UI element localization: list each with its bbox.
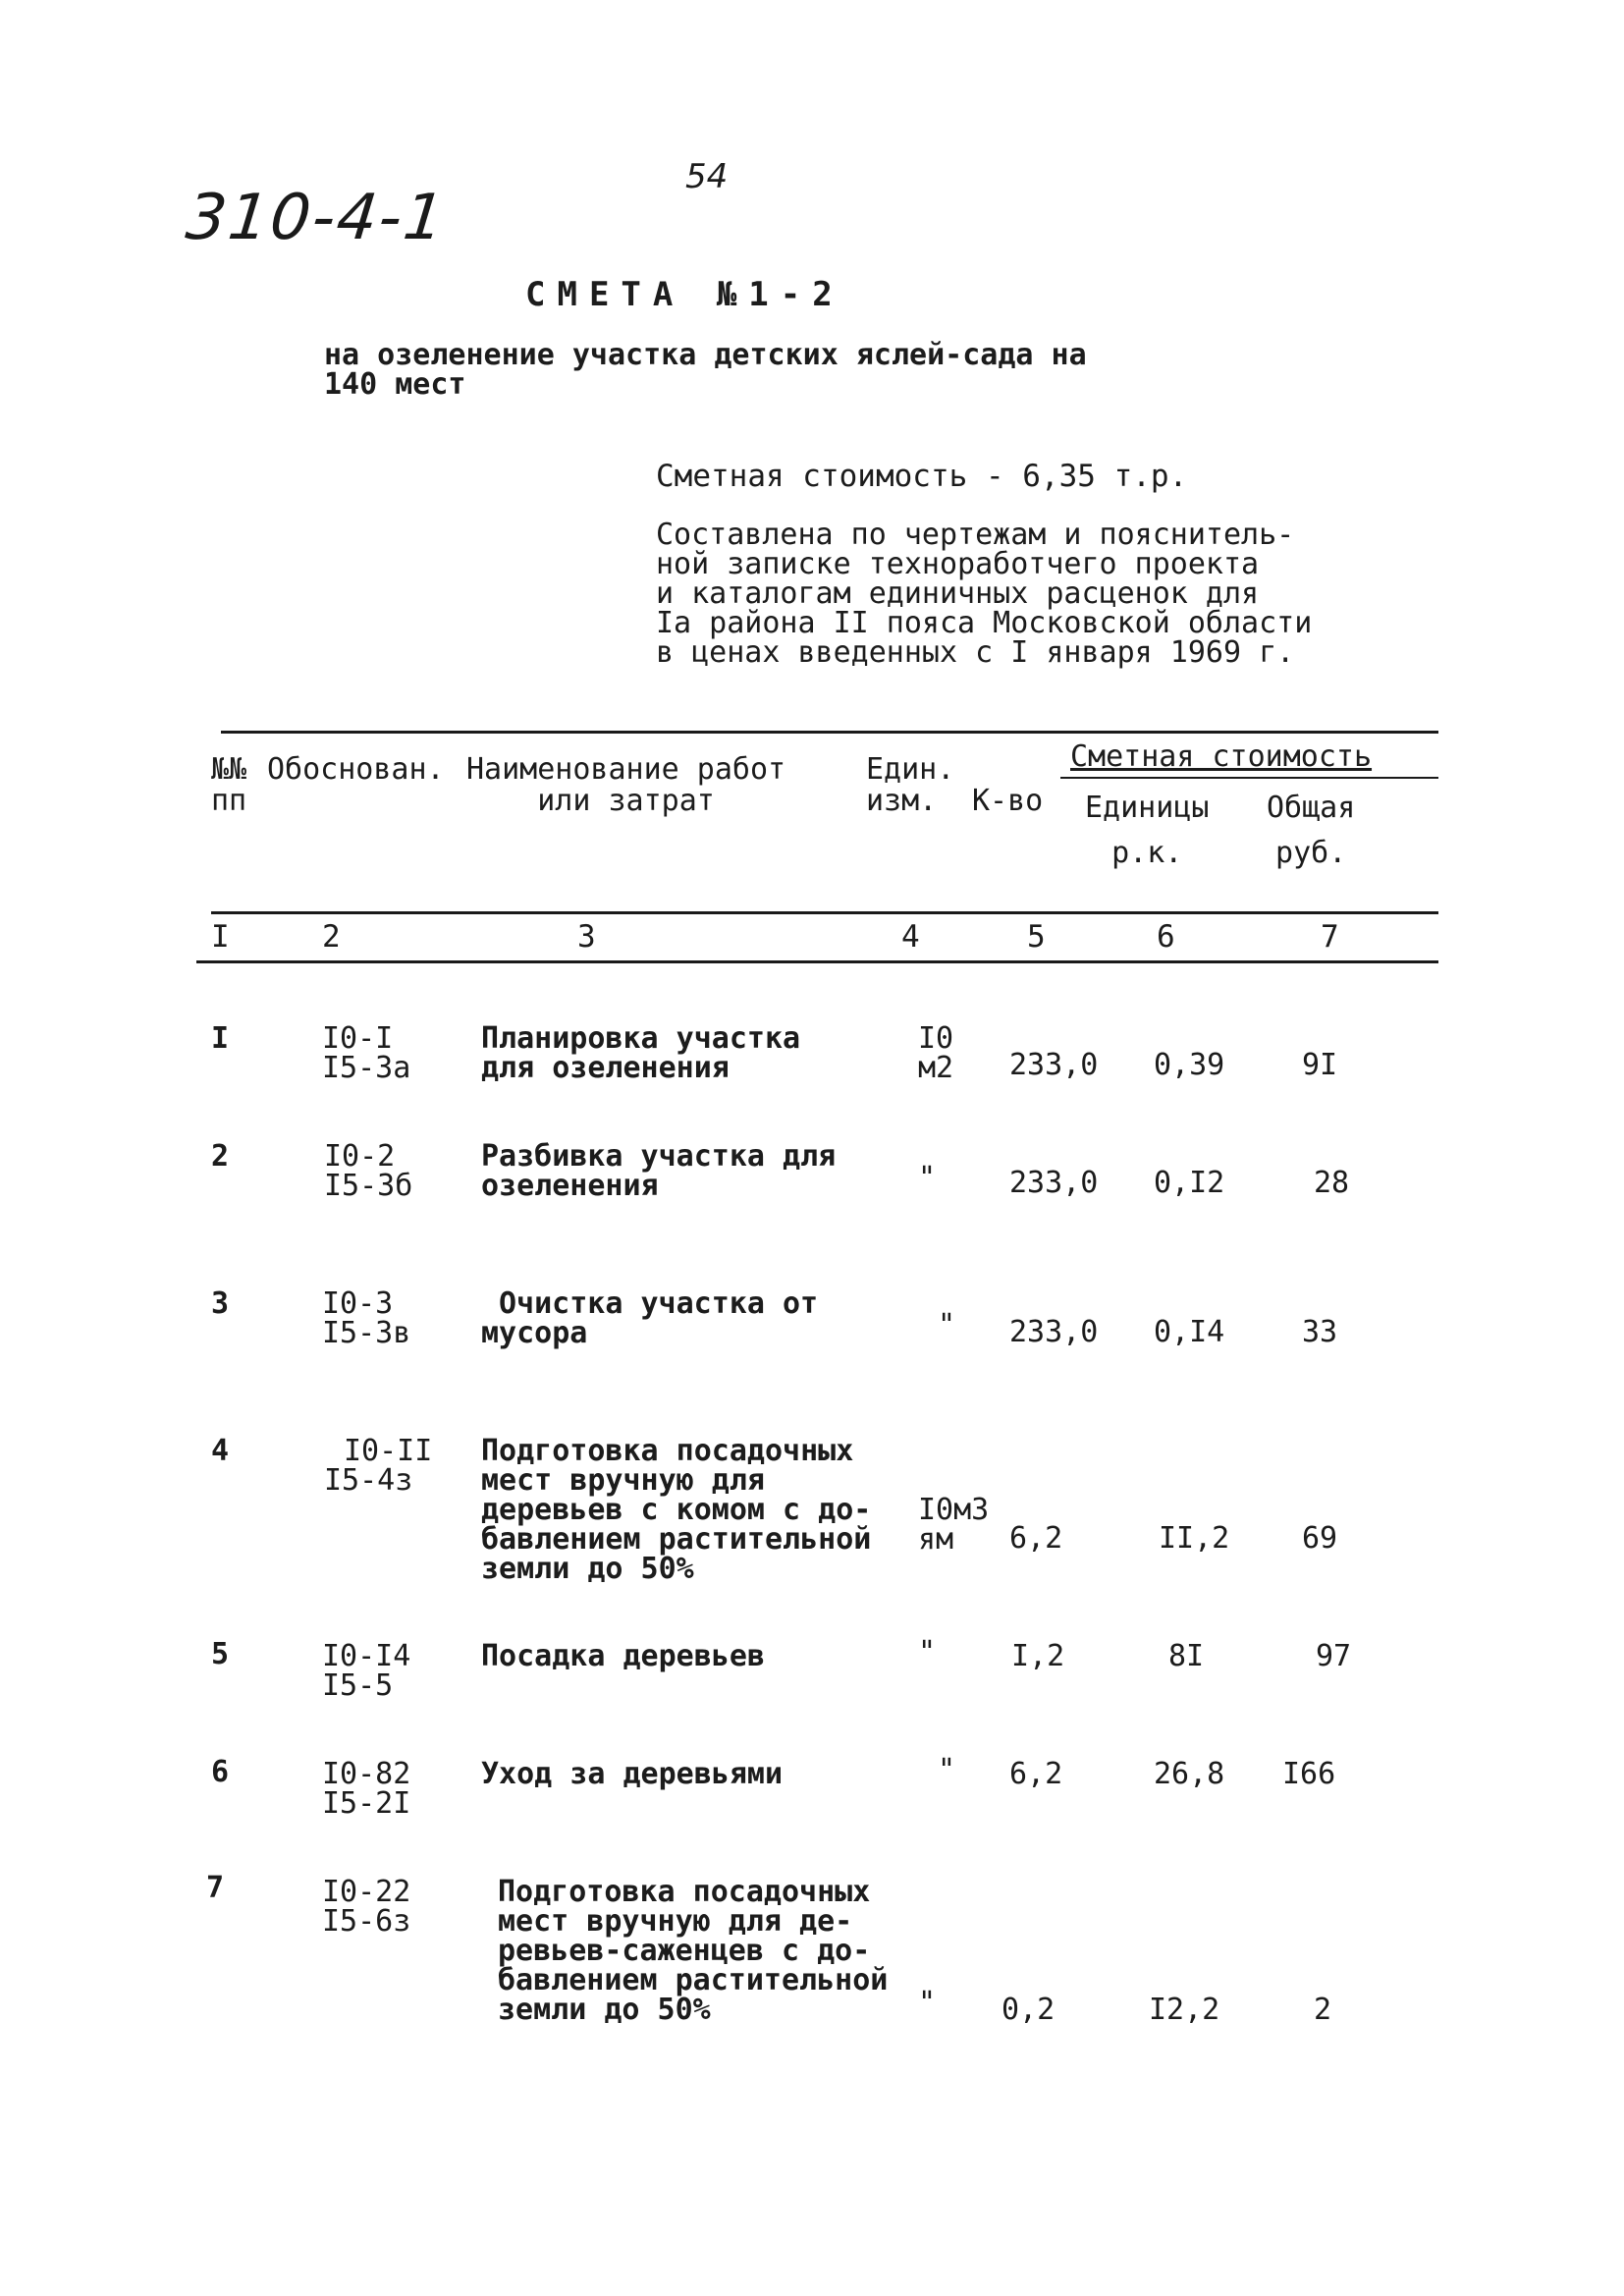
row-total: 2 <box>1314 1993 1332 2027</box>
row-quantity: 233,0 <box>1009 1048 1099 1082</box>
row-basis: I0-I4 I5-5 <box>322 1639 411 1703</box>
row-number: 3 <box>211 1286 230 1321</box>
row-quantity: 233,0 <box>1009 1166 1099 1200</box>
estimate-subtitle <box>324 338 1087 402</box>
note-line: Составлена по чертежам и пояснитель- <box>656 518 1295 552</box>
header-cost-total: Общая руб. <box>1267 791 1356 870</box>
row-number: 2 <box>211 1139 230 1174</box>
row-number: 4 <box>211 1434 230 1468</box>
note-line: ной записке техноработчего проекта <box>656 547 1260 581</box>
row-number: I <box>211 1021 230 1056</box>
row-work-name: Посадка деревьев <box>481 1639 765 1673</box>
page-number: 54 <box>685 157 729 196</box>
row-total: 28 <box>1314 1166 1350 1200</box>
row-work-name: Планировка участка для озеленения <box>481 1021 801 1085</box>
header-cost-group: Сметная стоимость <box>1070 739 1373 774</box>
row-work-name: Подготовка посадочных мест вручную для де- ревьев-саженцев с до- бавлением растительной земли до 50% <box>498 1875 889 2027</box>
row-unit: " <box>918 1986 937 2020</box>
row-work-name: Уход за деревьями <box>481 1757 784 1791</box>
row-unit-cost: I2,2 <box>1149 1993 1220 2027</box>
row-basis: I0-I I5-3а <box>322 1021 411 1085</box>
table-top-rule <box>221 731 1438 734</box>
row-basis: I0-II I5-4з <box>324 1434 433 1498</box>
header-unit: Един. изм. <box>866 752 955 818</box>
row-basis: I0-3 I5-3в <box>322 1286 411 1350</box>
row-total: I66 <box>1282 1757 1336 1791</box>
row-total: 97 <box>1316 1639 1352 1673</box>
row-unit-cost: 8I <box>1168 1639 1205 1673</box>
row-basis: I0-2 I5-3б <box>324 1139 413 1203</box>
row-quantity: 0,2 <box>1001 1993 1056 2027</box>
row-unit: " <box>918 1161 937 1195</box>
column-number: 4 <box>901 919 920 955</box>
cost-group-rule <box>1060 777 1438 779</box>
row-unit-cost: 0,I2 <box>1154 1166 1225 1200</box>
document-code: 310-4-1 <box>183 182 450 254</box>
header-bottom-rule <box>211 911 1438 914</box>
row-total: 33 <box>1302 1315 1338 1349</box>
compilation-note <box>656 520 1312 668</box>
row-unit: I0м3 ям <box>918 1493 990 1557</box>
row-unit-cost: 0,39 <box>1154 1048 1225 1082</box>
column-number: 3 <box>577 919 596 955</box>
row-unit-cost: II,2 <box>1159 1521 1230 1556</box>
row-quantity: 6,2 <box>1009 1757 1063 1791</box>
row-work-name: Разбивка участка для озеленения <box>481 1139 837 1203</box>
row-quantity: I,2 <box>1011 1639 1065 1673</box>
header-num: №№ пп <box>211 752 247 818</box>
row-unit-cost: 0,I4 <box>1154 1315 1225 1349</box>
header-qty: К-во <box>972 784 1044 818</box>
column-number: 7 <box>1321 919 1339 955</box>
row-unit: " <box>918 1635 937 1669</box>
subtitle-line: на озеленение участка детских яслей-сада на <box>324 338 1087 372</box>
row-number: 5 <box>211 1637 230 1671</box>
header-cost-unit: Единицы р.к. <box>1085 791 1210 870</box>
column-number: I <box>211 919 230 955</box>
row-number: 7 <box>206 1871 225 1905</box>
estimated-cost: Сметная стоимость - 6,35 т.р. <box>656 459 1188 494</box>
column-number: 2 <box>322 919 341 955</box>
row-unit: " <box>938 1308 956 1342</box>
note-line: Iа района II пояса Московской области <box>656 606 1313 640</box>
row-basis: I0-22 I5-6з <box>322 1875 411 1939</box>
row-unit-cost: 26,8 <box>1154 1757 1225 1791</box>
header-work-name: Наименование работ или затрат <box>466 752 786 818</box>
estimate-title: СМЕТА №1-2 <box>525 275 844 314</box>
row-unit: I0 м2 <box>918 1021 954 1085</box>
row-quantity: 6,2 <box>1009 1521 1063 1556</box>
row-work-name: Подготовка посадочных мест вручную для деревьев с комом с до- бавлением растительной земли до 50% <box>481 1434 872 1586</box>
row-unit: " <box>938 1753 956 1787</box>
note-line: и каталогам единичных расценок для <box>656 576 1260 611</box>
row-total: 9I <box>1302 1048 1338 1082</box>
row-work-name: Очистка участка от мусора <box>481 1286 819 1350</box>
subtitle-line: 140 мест <box>324 367 466 402</box>
row-number: 6 <box>211 1755 230 1789</box>
row-total: 69 <box>1302 1521 1338 1556</box>
note-line: в ценах введенных с I января 1969 г. <box>656 635 1295 670</box>
row-quantity: 233,0 <box>1009 1315 1099 1349</box>
column-number: 5 <box>1027 919 1046 955</box>
row-basis: I0-82 I5-2I <box>322 1757 411 1821</box>
column-number: 6 <box>1157 919 1175 955</box>
column-numbers-rule <box>196 960 1438 963</box>
header-basis: Обоснован. <box>267 752 445 787</box>
